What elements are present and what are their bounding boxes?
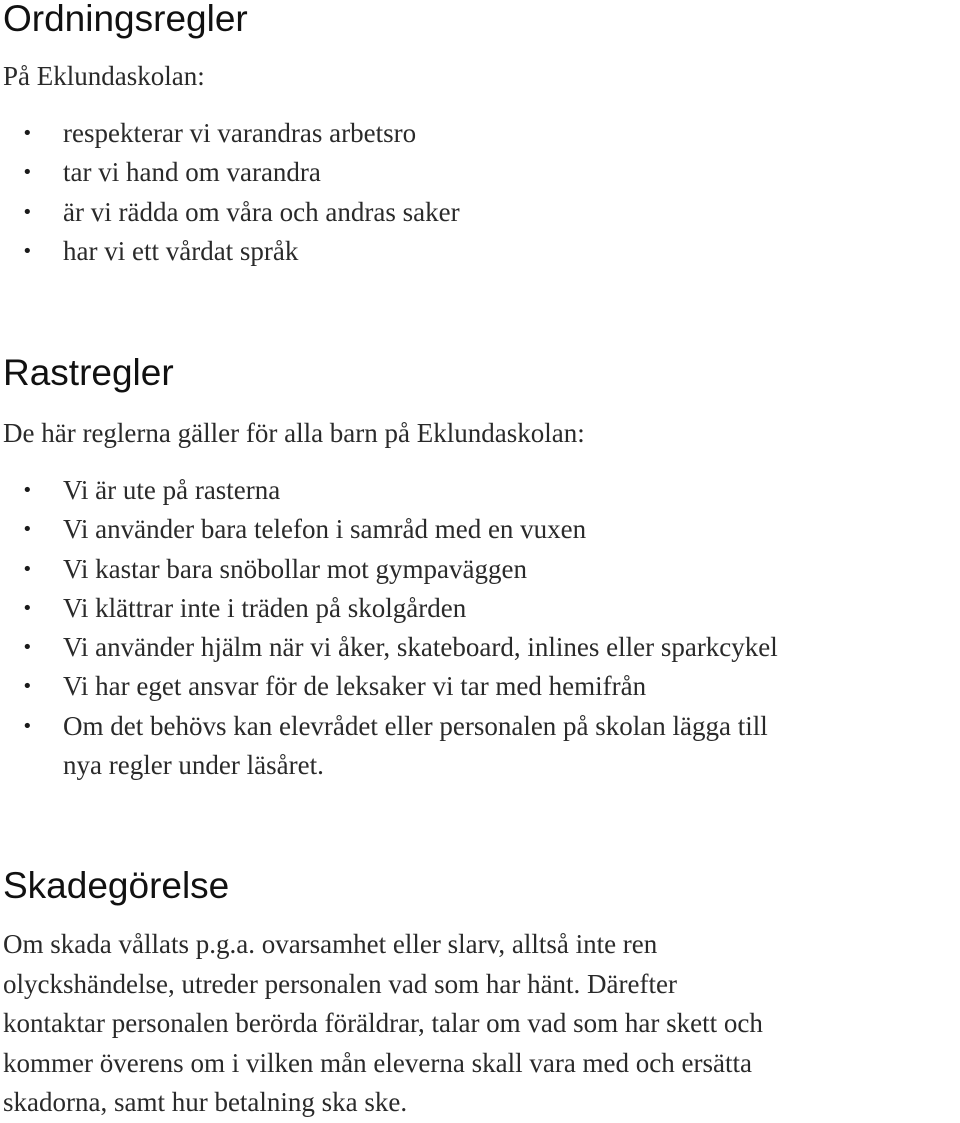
list-item-text: Vi använder hjälm när vi åker, skateboard, inlines eller sparkcykel: [63, 632, 778, 663]
list-item-text: respekterar vi varandras arbetsro: [63, 118, 417, 148]
list-item: [0, 114, 460, 153]
list-item: [0, 589, 778, 628]
list-item: [0, 667, 778, 706]
list-item: [0, 193, 460, 232]
paragraph-line: kommer överens om i vilken mån eleverna skall vara med och ersätta: [3, 1047, 752, 1078]
section-intro-rastregler: De här reglerna gäller för alla barn på Eklundaskolan:: [3, 418, 585, 448]
rule-list-ordningsregler: [0, 114, 460, 271]
list-item-continuation: [0, 746, 778, 785]
section-intro-ordningsregler: På Eklundaskolan:: [3, 61, 205, 91]
list-item: [0, 510, 778, 549]
list-item-text: nya regler under läsåret.: [63, 750, 324, 781]
list-item-text: Vi kastar bara snöbollar mot gympaväggen: [63, 553, 527, 584]
paragraph-line: Om skada vållats p.g.a. ovarsamhet eller slarv, alltså inte ren: [3, 929, 658, 959]
bullet-icon: •: [22, 558, 33, 580]
bullet-icon: •: [22, 519, 33, 541]
bullet-icon: •: [22, 240, 33, 262]
list-item-text: tar vi hand om varandra: [63, 157, 321, 188]
list-item: [0, 153, 460, 192]
bullet-icon: •: [22, 637, 33, 659]
list-item-text: Vi använder bara telefon i samråd med en vuxen: [63, 514, 587, 545]
list-item-text: Vi klättrar inte i träden på skolgården: [63, 592, 467, 623]
section-title-skadegorelse: Skadegörelse: [3, 865, 230, 906]
list-item: [0, 628, 778, 667]
bullet-icon: •: [22, 597, 33, 619]
list-item-text: är vi rädda om våra och andras saker: [63, 196, 460, 227]
bullet-icon: •: [22, 162, 33, 184]
bullet-icon: •: [22, 480, 33, 501]
list-item: [0, 232, 460, 271]
list-item-text: Vi är ute på rasterna: [63, 475, 281, 505]
list-item-text: Om det behövs kan elevrådet eller personalen på skolan lägga till: [63, 710, 768, 741]
rule-list-rastregler: [0, 471, 778, 785]
list-item: [0, 550, 778, 589]
section-title-rastregler: Rastregler: [3, 352, 174, 393]
list-item: [0, 707, 778, 746]
list-item: [0, 471, 778, 510]
bullet-icon: •: [22, 201, 33, 223]
paragraph-line: skadorna, samt hur betalning ska ske.: [3, 1087, 408, 1117]
section-paragraph-skadegorelse: [3, 925, 763, 1123]
bullet-icon: •: [22, 123, 33, 144]
paragraph-line: kontaktar personalen berörda föräldrar, talar om vad som har skett och: [3, 1008, 763, 1038]
list-item-text: har vi ett vårdat språk: [63, 235, 299, 266]
paragraph-line: olyckshändelse, utreder personalen vad som har hänt. Därefter: [3, 968, 677, 999]
list-item-text: Vi har eget ansvar för de leksaker vi tar med hemifrån: [63, 671, 647, 702]
bullet-icon: •: [22, 676, 33, 698]
section-title-ordningsregler: Ordningsregler: [3, 0, 248, 39]
bullet-icon: •: [22, 715, 33, 737]
